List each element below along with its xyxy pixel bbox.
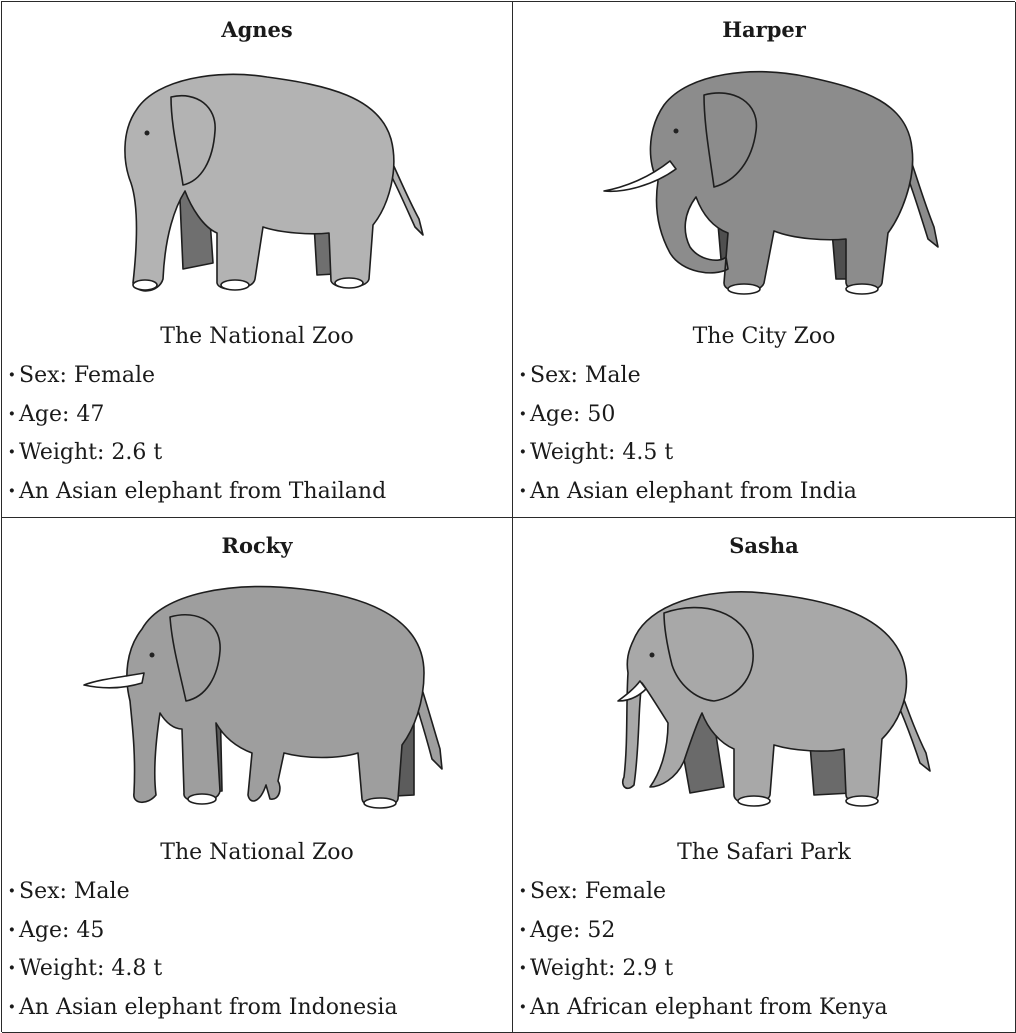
elephant-name: Sasha bbox=[729, 533, 799, 558]
facts-list bbox=[513, 872, 1015, 1026]
zoo-name: The National Zoo bbox=[160, 324, 354, 349]
zoo-name: The City Zoo bbox=[692, 324, 836, 349]
facts-list bbox=[513, 356, 1015, 510]
fact-origin: · An Asian elephant from Indonesia bbox=[8, 988, 512, 1027]
elephant-card-sasha bbox=[513, 518, 1016, 1033]
fact-sex: · Sex: Male bbox=[8, 872, 512, 911]
zoo-name: The Safari Park bbox=[677, 840, 851, 865]
fact-origin: · An Asian elephant from Thailand bbox=[8, 472, 512, 511]
elephant-name: Harper bbox=[722, 17, 806, 42]
elephant-image bbox=[52, 573, 462, 823]
elephant-illustration bbox=[2, 562, 512, 834]
fact-weight: · Weight: 4.5 t bbox=[519, 433, 1015, 472]
fact-sex: · Sex: Female bbox=[8, 356, 512, 395]
elephant-illustration bbox=[513, 46, 1015, 318]
fact-weight: · Weight: 4.8 t bbox=[8, 949, 512, 988]
fact-sex: · Sex: Male bbox=[519, 356, 1015, 395]
elephant-comparison-table bbox=[1, 1, 1015, 1032]
fact-age: · Age: 52 bbox=[519, 911, 1015, 950]
fact-weight: · Weight: 2.6 t bbox=[8, 433, 512, 472]
fact-origin: · An African elephant from Kenya bbox=[519, 988, 1015, 1027]
fact-origin: · An Asian elephant from India bbox=[519, 472, 1015, 511]
elephant-card-rocky bbox=[2, 518, 513, 1033]
zoo-name: The National Zoo bbox=[160, 840, 354, 865]
facts-list bbox=[2, 872, 512, 1026]
elephant-name: Rocky bbox=[221, 533, 293, 558]
fact-sex: · Sex: Female bbox=[519, 872, 1015, 911]
elephant-illustration bbox=[2, 46, 512, 318]
fact-age: · Age: 47 bbox=[8, 395, 512, 434]
facts-list bbox=[2, 356, 512, 510]
elephant-image bbox=[67, 57, 447, 307]
elephant-illustration bbox=[513, 562, 1015, 834]
elephant-image bbox=[564, 573, 964, 823]
elephant-card-agnes bbox=[2, 2, 513, 518]
fact-age: · Age: 45 bbox=[8, 911, 512, 950]
fact-age: · Age: 50 bbox=[519, 395, 1015, 434]
elephant-card-harper bbox=[513, 2, 1016, 518]
elephant-name: Agnes bbox=[221, 17, 293, 42]
elephant-image bbox=[564, 57, 964, 307]
fact-weight: · Weight: 2.9 t bbox=[519, 949, 1015, 988]
